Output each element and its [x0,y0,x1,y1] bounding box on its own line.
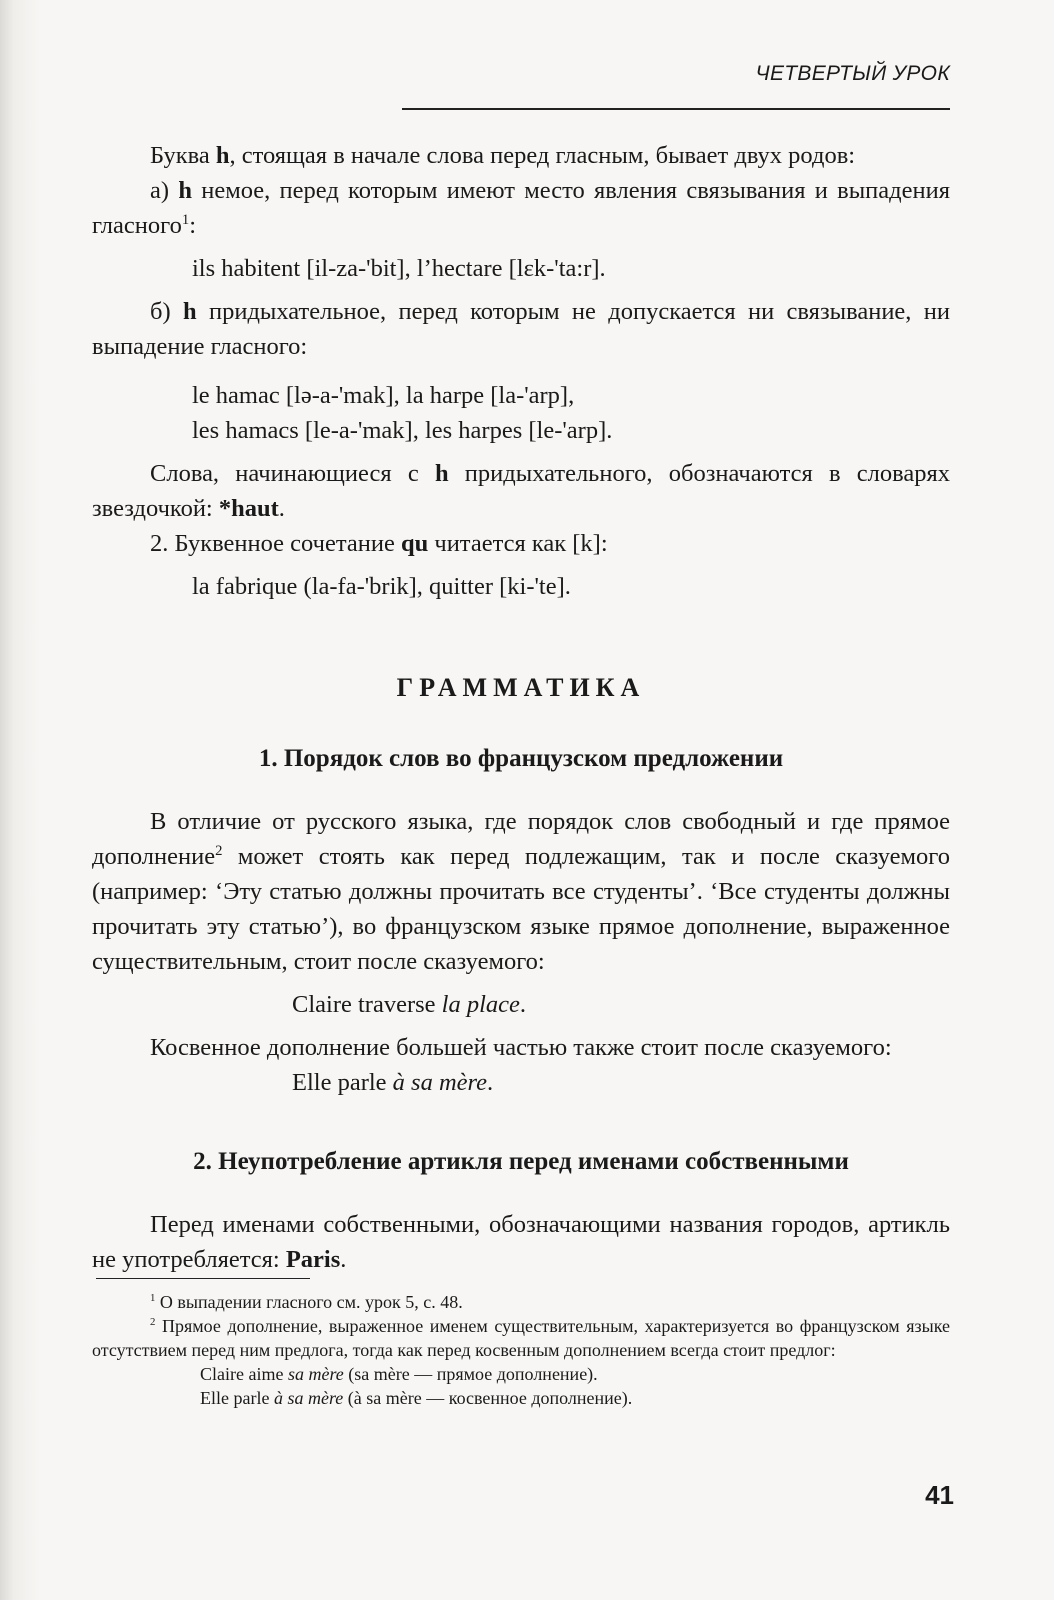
rule-b: б) h придыхательное, перед которым не допускается ни связывание, ни выпадение гласного: [92,298,951,360]
footnote-2-example-2: Elle parle à sa mère (à sa mère — косвенное дополнение). [200,1388,633,1408]
section-1-heading: 1. Порядок слов во французском предложении [258,745,784,772]
example-aspirated-h-1: le hamac [lə-a-'mak], la harpe [la-'arp], [192,382,575,409]
footnote-rule [96,1278,310,1279]
footnote-2-example-1: Claire aime sa mère (sa mère — прямое дополнение). [200,1364,598,1384]
rule-a: а) h немое, перед которым имеют место явления связывания и выпадения гласного$^1$: [92,177,950,239]
word-order-paragraph: В отличие от русского языка, где порядок слов свободный и где прямое дополнение$^2$ может стоять как перед подлежащим, так и после сказуемого (например: ‘Эту статью должны прочитать все студенты’. ‘Все студенты должны прочитать эту статью’), во французском языке прямое дополнение, выраженное существительным, стоит после сказуемого: [92,808,950,975]
footnotes [92,1290,950,1410]
example-direct-object: Claire traverse la place. [292,991,527,1018]
example-aspirated-h-2: les hamacs [le-a-'mak], les harpes [le-'arp]. [192,417,613,444]
main-text [92,138,950,1277]
example-mute-h: ils habitent [il-za-'bit], l’hectare [lɛk-'ta:r]. [192,255,606,282]
example-qu: la fabrique (la-fa-'brik], quitter [ki-'te]. [192,573,571,600]
indirect-object-paragraph: Косвенное дополнение большей частью также стоит после сказуемого: [150,1034,892,1061]
page-number: 41 [925,1480,954,1510]
footnote-ref-1[interactable]: 1 [181,211,190,228]
section-2-heading: 2. Неупотребление артикля перед именами собственными [193,1148,849,1175]
rule-qu: 2. Буквенное сочетание qu читается как [k]: [150,530,608,557]
footnote-ref-2[interactable]: 2 [215,842,223,859]
grammar-heading: ГРАММАТИКА [396,673,646,702]
proper-names-paragraph: Перед именами собственными, обозначающими названия городов, артикль не употребляется: Paris. [92,1211,950,1273]
intro-paragraph: Буква h, стоящая в начале слова перед гласным, бывает двух родов: [150,142,856,169]
footnote-1: $^1$ О выпадении гласного см. урок 5, с. 48. [150,1292,463,1312]
example-indirect-object: Elle parle à sa mère. [292,1069,494,1096]
running-header: ЧЕТВЕРТЫЙ УРОК [755,62,950,85]
dictionary-note: Слова, начинающиеся с h придыхательного, обозначаются в словарях звездочкой: *haut. [92,460,950,522]
footnote-2: $^2$ Прямое дополнение, выраженное именем существительным, характеризуется во французском языке отсутствием перед ним предлога, тогда как перед косвенным дополнением всегда стоит предлог: [92,1316,950,1360]
header-rule [402,108,950,110]
